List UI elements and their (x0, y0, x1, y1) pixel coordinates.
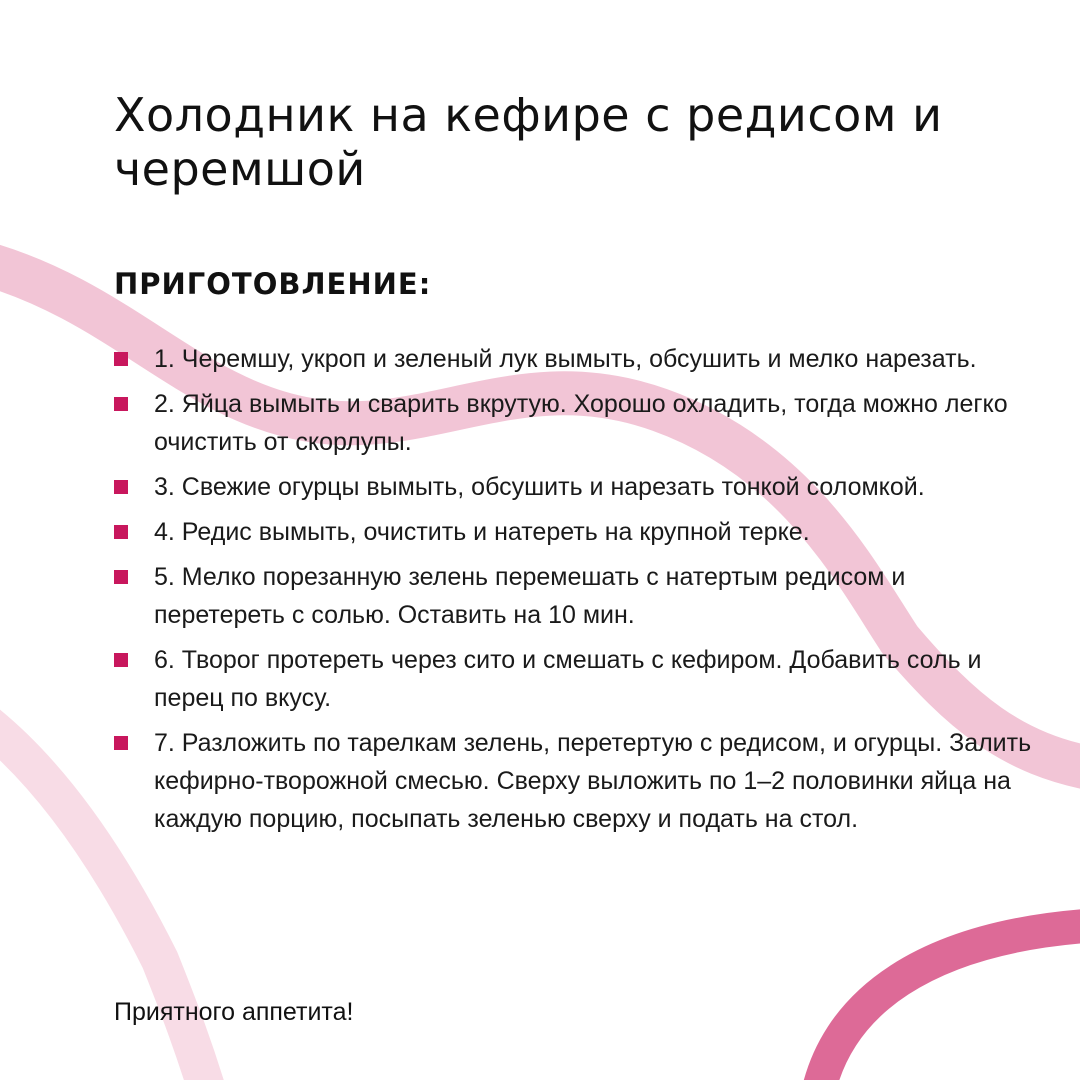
step-text: 2. Яйца вымыть и сварить вкрутую. Хорошо охладить, тогда можно легко очистить от скорлупы. (154, 390, 1008, 456)
list-item (114, 558, 1034, 634)
list-item (114, 385, 1034, 461)
square-bullet-icon (114, 352, 128, 366)
square-bullet-icon (114, 480, 128, 494)
steps-list (114, 340, 1034, 845)
section-heading: ПРИГОТОВЛЕНИЕ: (114, 267, 432, 301)
step-text: 3. Свежие огурцы вымыть, обсушить и нарезать тонкой соломкой. (154, 473, 925, 501)
square-bullet-icon (114, 736, 128, 750)
step-text: 7. Разложить по тарелкам зелень, перетертую с редисом, и огурцы. Залить кефирно-творожной смесью. Сверху выложить по 1–2 половинки яйца на каждую порцию, посыпать зеленью сверху и подать на стол. (154, 729, 1032, 833)
square-bullet-icon (114, 397, 128, 411)
list-item (114, 724, 1034, 838)
step-text: 4. Редис вымыть, очистить и натереть на крупной терке. (154, 518, 810, 546)
step-text: 6. Творог протереть через сито и смешать с кефиром. Добавить соль и перец по вкусу. (154, 646, 982, 712)
list-item (114, 641, 1034, 717)
step-text: 1. Черемшу, укроп и зеленый лук вымыть, обсушить и мелко нарезать. (154, 345, 977, 373)
list-item (114, 340, 1034, 378)
list-item (114, 513, 1034, 551)
square-bullet-icon (114, 653, 128, 667)
list-item (114, 468, 1034, 506)
closing-text: Приятного аппетита! (114, 998, 354, 1026)
square-bullet-icon (114, 570, 128, 584)
recipe-title: Холодник на кефире с редисом и черемшой (114, 88, 943, 196)
square-bullet-icon (114, 525, 128, 539)
step-text: 5. Мелко порезанную зелень перемешать с натертым редисом и перетереть с солью. Оставить на 10 мин. (154, 563, 906, 629)
